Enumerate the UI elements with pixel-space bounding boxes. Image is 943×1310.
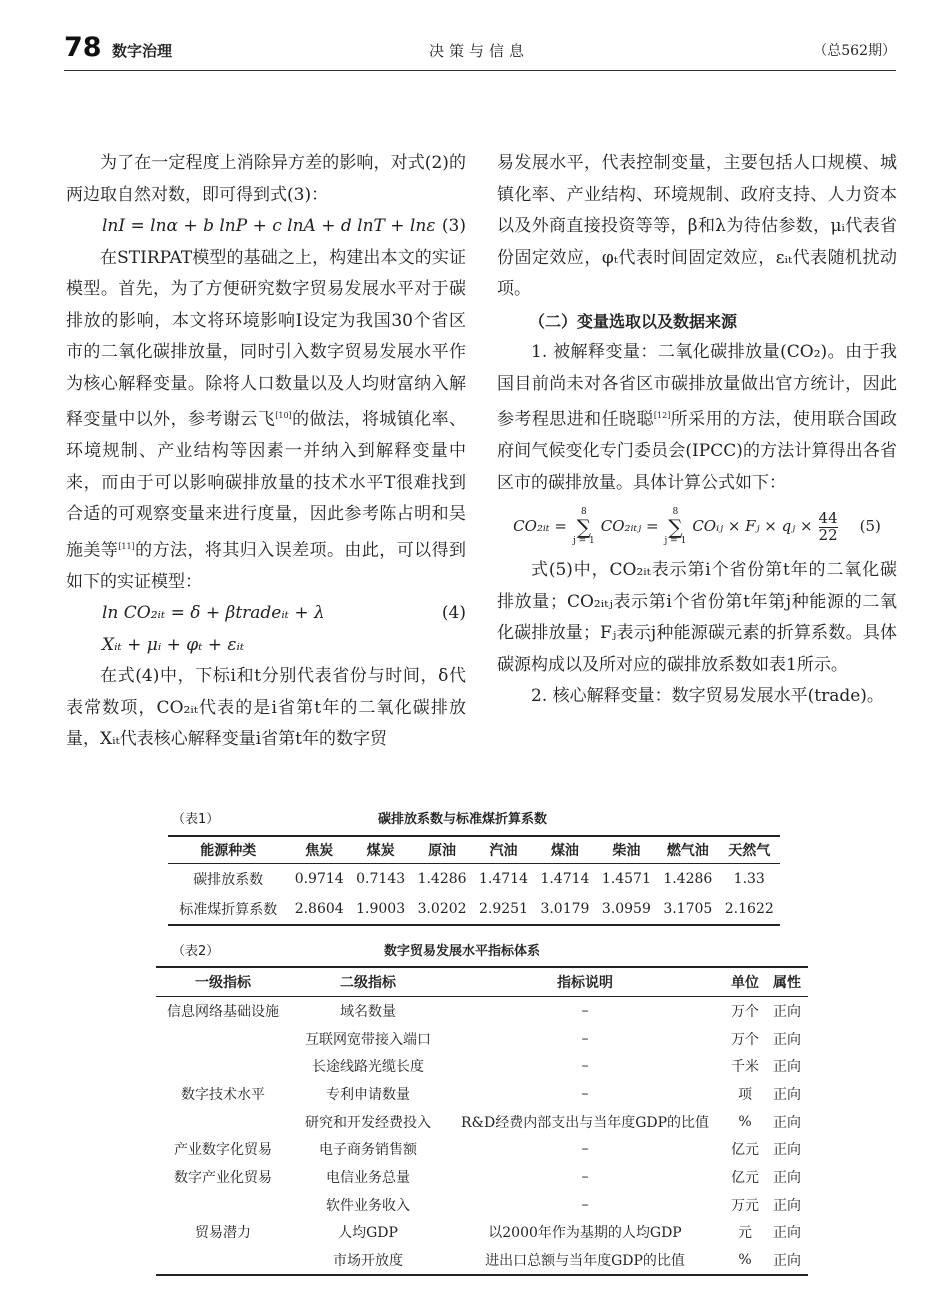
table-header-row [156,967,808,997]
equation-5 [497,499,897,555]
column-header: 焦炭 [288,836,349,864]
equation-4-continued [66,630,466,662]
table-header-row [168,836,780,864]
table-cell: 域名数量 [340,1003,396,1020]
table-cell: 研究和开发经费投入 [305,1114,431,1131]
table-row [168,864,780,895]
paragraph [66,243,466,599]
table1-caption [172,808,780,828]
table-cell: 2.8604 [294,901,344,917]
fraction-numerator: 44 [818,508,838,527]
table1 [168,835,780,926]
paragraph: 易发展水平，代表控制变量，主要包括人口规模、城镇化率、产业结构、环境规制、政府支持、人力资本以及外商直接投资等等，β和λ为待估参数，μᵢ代表省份固定效应，φₜ代表时间固定效应，εᵢₜ代表随机扰动项。 [497,153,897,299]
table-cell: 产业数字化贸易 [174,1142,272,1159]
column-header: 柴油 [596,836,657,864]
table-row [168,894,780,925]
table-cell: 1.4286 [663,871,713,887]
equation-lhs: CO₂ᵢₜ = [513,517,567,536]
table-cell: R&D经费内部支出与当年度GDP的比值 [460,1114,710,1131]
table-cell: 碳排放系数 [193,872,264,888]
summation-symbol [665,508,687,546]
table-cell: 专利申请数量 [326,1086,410,1103]
table-cell: 正向 [773,1086,801,1103]
column-header: 能源种类 [168,836,288,864]
table-row [156,1163,808,1191]
table-cell: 正向 [773,1225,801,1242]
table-cell: 信息网络基础设施 [167,1003,279,1020]
fraction [818,508,838,544]
table-row [156,1108,808,1136]
paragraph [497,337,897,499]
table-cell: 元 [738,1225,752,1242]
paragraph-text: 所采用的方法，使用联合国政府间气候变化专门委员会(IPCC)的方法计算得出各省区市的碳排放量。具体计算公式如下： [497,409,898,493]
table-cell: 1.4714 [479,871,528,887]
table-cell: 1.4571 [601,871,651,887]
equation-number: (3) [441,216,466,236]
table-label: （表2） [172,944,220,959]
fraction-denominator: 22 [818,525,838,544]
table-cell: 正向 [773,1059,801,1076]
equation-3 [66,211,466,243]
table-cell: 3.0179 [540,901,590,917]
column-header: 单位 [724,967,766,997]
left-column [66,148,466,756]
page-number: 78 [64,32,102,63]
table-cell [156,1191,290,1219]
table-cell: – [581,1085,589,1102]
table-cell: 电信业务总量 [326,1169,410,1186]
column-header: 燃气油 [657,836,718,864]
table-cell: – [581,1168,589,1185]
table-cell: % [738,1113,752,1130]
table-cell [156,1108,290,1136]
table-row [156,1052,808,1080]
table-cell: 亿元 [731,1169,759,1186]
table-cell: 万元 [731,1197,759,1214]
summation-symbol [573,508,595,546]
table-cell: 长途线路光缆长度 [312,1059,424,1076]
table-cell: 人均GDP [338,1225,398,1242]
table-cell: 万个 [731,1031,759,1048]
table-cell: 数字技术水平 [181,1086,265,1103]
table-cell: 进出口总额与当年度GDP的比值 [485,1253,685,1270]
table-cell: 万个 [731,1003,759,1020]
table-row [156,997,808,1025]
table-cell: 标准煤折算系数 [179,902,278,918]
table-cell: 市场开放度 [333,1253,403,1270]
table-row [156,1025,808,1053]
table-cell: 项 [738,1086,752,1103]
table-row [156,1191,808,1219]
paragraph: 在式(4)中，下标i和t分别代表省份与时间，δ代表常数项，CO₂ᵢₜ代表的是i省第t年的二氧化碳排放量，Xᵢₜ代表核心解释变量i省第t年的数字贸 [66,666,466,750]
sum-lower: j = 1 [664,536,687,547]
table-cell: 3.0959 [601,901,651,917]
table2-caption [172,940,808,960]
table-row [156,1219,808,1247]
paragraph-text: 的做法，将城镇化率、环境规制、产业结构等因素一并纳入到解释变量中来，而由于可以影响碳排放量的技术水平T很难找到合适的可观察变量来进行度量，因此参考陈占明和吴施美等 [66,409,467,561]
paragraph-text: 1. 被解释变量：二氧化碳排放量(CO₂)。由于我国目前尚未对各省区市碳排放量做出官方统计，因此参考程思进和任晓聪 [497,342,897,430]
table-title: 碳排放系数与标准煤折算系数 [378,812,548,827]
table-cell: 正向 [773,1031,801,1048]
sigma-icon: ∑ [576,515,591,540]
table-cell: 2.1622 [724,901,774,917]
table-cell: 亿元 [731,1142,759,1159]
table-cell: 以2000年作为基期的人均GDP [488,1225,682,1242]
table-cell: 正向 [773,1142,801,1159]
subsection-heading: （二）变量选取以及数据来源 [529,311,738,331]
table-cell: – [581,1002,589,1019]
table-cell: 3.0202 [417,901,467,917]
table-cell: 正向 [773,1114,801,1131]
equation-text: lnI = lnα + b lnP + c lnA + d lnT + lnε [102,216,436,236]
table-cell: 1.4286 [417,871,467,887]
table-cell: 贸易潜力 [195,1225,251,1242]
page-header [64,34,896,66]
header-rule [64,70,896,71]
table-cell: – [581,1141,589,1158]
table-cell: 3.1705 [663,901,713,917]
table-cell: 互联网宽带接入端口 [305,1031,431,1048]
equation-term: CO₂ᵢₜⱼ = [600,517,659,536]
table-cell: 数字产业化贸易 [174,1169,272,1186]
table-cell: 电子商务销售额 [319,1142,417,1159]
citation: [10] [275,411,292,420]
table-cell: 正向 [773,1253,801,1270]
table-cell: 正向 [773,1003,801,1020]
table-label: （表1） [172,812,220,827]
column-header: 汽油 [473,836,534,864]
table-cell [156,1246,290,1275]
column-header: 一级指标 [156,967,290,997]
equation-text: ln CO₂ᵢₜ = δ + βtradeᵢₜ + λ [102,603,325,624]
table-cell: 正向 [773,1197,801,1214]
table-title: 数字贸易发展水平指标体系 [384,944,541,959]
sum-lower: j = 1 [572,536,595,547]
sum-upper: 8 [672,507,679,518]
paragraph: 为了在一定程度上消除异方差的影响，对式(2)的两边取自然对数，即可得到式(3)： [66,153,466,205]
paragraph-text: 的方法，将其归入误差项。由此，可以得到如下的实证模型： [66,540,467,592]
table-cell: – [581,1030,589,1047]
table-cell: 千米 [731,1059,759,1076]
table-cell: 1.9003 [356,901,406,917]
table-row [156,1135,808,1163]
paragraph: 2. 核心解释变量：数字贸易发展水平(trade)。 [531,686,884,707]
column-header: 煤油 [534,836,595,864]
table-cell: 软件业务收入 [326,1197,410,1214]
section-name: 数字治理 [112,42,173,60]
equation-number: (5) [859,517,881,536]
equation-text: Xᵢₜ + μᵢ + φₜ + εᵢₜ [102,634,245,655]
column-header: 天然气 [719,836,780,864]
table-cell: – [581,1196,589,1213]
column-header: 指标说明 [446,967,724,997]
table-cell: 0.9714 [294,871,344,887]
citation: [11] [118,541,135,551]
table-cell: 正向 [773,1169,801,1186]
citation: [12] [653,411,671,420]
column-header: 二级指标 [290,967,446,997]
table-cell: 0.7143 [356,871,406,887]
journal-title: 决策与信息 [429,42,530,60]
sum-upper: 8 [580,507,587,518]
column-header: 煤炭 [350,836,411,864]
table2 [156,966,808,1276]
table-cell: 1.4714 [540,871,590,887]
column-header: 属性 [766,967,808,997]
paragraph: 式(5)中，CO₂ᵢₜ表示第i个省份第t年的二氧化碳排放量；CO₂ᵢₜⱼ表示第i个省份第t年第j种能源的二氧化碳排放量；Fⱼ表示j种能源碳元素的折算系数。具体碳源构成以及所对应的碳排放系数如表1所示。 [497,560,897,675]
table-cell [156,1025,290,1053]
table-row [156,1246,808,1275]
equation-term: COᵢⱼ × Fⱼ × qⱼ × [692,517,813,536]
column-header: 原油 [411,836,472,864]
table-cell [156,1052,290,1080]
table-cell: % [738,1252,752,1269]
right-column [497,148,897,713]
equation-number: (4) [441,603,466,624]
table-row [156,1080,808,1108]
table-cell: 2.9251 [479,901,528,917]
table-cell: – [581,1058,589,1075]
sigma-icon: ∑ [668,515,683,540]
issue-number: （总562期） [813,43,896,59]
table-cell: 1.33 [733,871,765,887]
equation-4 [66,598,466,630]
paragraph-text: 在STIRPAT模型的基础之上，构建出本文的实证模型。首先，为了方便研究数字贸易发展水平对于碳排放的影响，本文将环境影响I设定为我国30个省区市的二氧化碳排放量，同时引入数字贸易发展水平作为核心解释变量。除将人口数量以及人均财富纳入解释变量中以外，参考谢云飞 [66,247,466,430]
